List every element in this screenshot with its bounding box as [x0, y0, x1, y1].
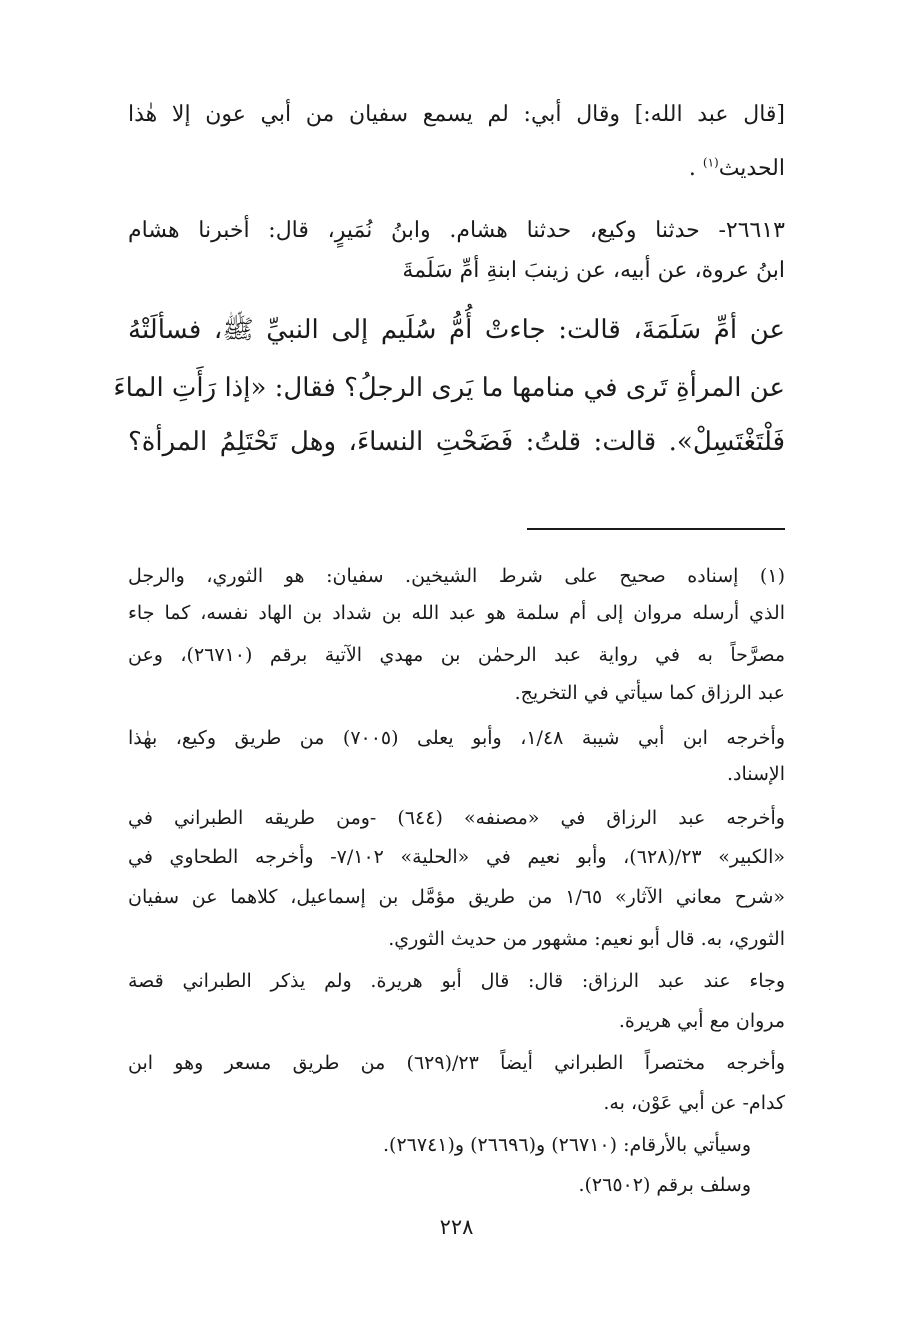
footnote-line-8: «الكبير» ٢٣/(٦٢٨)، وأبو نعيم في «الحلية» ٧/١٠٢- وأخرجه الطحاوي في [128, 846, 786, 868]
footnote-line-6: الإسناد. [726, 763, 785, 785]
hadith-text-line-2 [128, 154, 785, 184]
hadith-text-line-2-tail: . [688, 156, 696, 181]
matn-line-2: عن المرأةِ تَرى في منامها ما يَرى الرجلُ؟ فقال: «إذا رَأَتِ الماءَ [113, 373, 785, 403]
footnote-line-9: «شرح معاني الآثار» ١/٦٥ من طريق مؤمَّل بن إسماعيل، كلاهما عن سفيان [128, 886, 785, 908]
footnote-line-3: مصرَّحاً به في رواية عبد الرحمٰن بن مهدي الآتية برقم (٢٦٧١٠)، وعن [128, 644, 785, 666]
hadith-text-line-2-word: الحديث [718, 156, 785, 181]
footnote-marker: (١) [702, 155, 719, 170]
footnote-line-14: كدام- عن أبي عَوْن، به. [603, 1092, 785, 1114]
matn-line-1: عن أمِّ سَلَمَةَ، قالت: جاءتْ أُمُّ سُلَيم إلى النبيِّ ﷺ، فسألَتْهُ [128, 315, 785, 345]
footnote-line-13: وأخرجه مختصراً الطبراني أيضاً ٢٣/(٦٢٩) من طريق مسعر وهو ابن [128, 1052, 786, 1074]
page-number: ٢٢٨ [439, 1215, 474, 1239]
footnote-line-5: وأخرجه ابن أبي شيبة ١/٤٨، وأبو يعلى (٧٠٠٥) من طريق وكيع، بهٰذا [128, 727, 786, 749]
footnote-line-12: مروان مع أبي هريرة. [618, 1010, 785, 1032]
footnote-line-16: وسلف برقم (٢٦٥٠٢). [578, 1174, 751, 1196]
footnote-separator [527, 528, 785, 530]
matn-line-3: فَلْتَغْتَسِلْ». قالت: قلتُ: فَضَحْتِ النساءَ، وهل تَحْتَلِمُ المرأة؟ [128, 427, 785, 457]
footnote-line-4: عبد الرزاق كما سيأتي في التخريج. [514, 682, 785, 704]
footnote-line-10: الثوري، به. قال أبو نعيم: مشهور من حديث الثوري. [388, 928, 785, 950]
footnote-line-15: وسيأتي بالأرقام: (٢٦٧١٠) و(٢٦٦٩٦) و(٢٦٧٤١). [383, 1134, 751, 1156]
isnad-line-1: ٢٦٦١٣- حدثنا وكيع، حدثنا هشام. وابنُ نُمَيرٍ، قال: أخبرنا هشام [128, 218, 785, 243]
footnote-line-11: وجاء عند عبد الرزاق: قال: قال أبو هريرة. ولم يذكر الطبراني قصة [128, 970, 785, 992]
isnad-line-2: ابنُ عروة، عن أبيه، عن زينبَ ابنةِ أمِّ سَلَمةَ [402, 258, 785, 283]
footnote-line-1: (١) إسناده صحيح على شرط الشيخين. سفيان: هو الثوري، والرجل [128, 565, 785, 587]
footnote-line-7: وأخرجه عبد الرزاق في «مصنفه» (٦٤٤) -ومن طريقه الطبراني في [128, 807, 785, 829]
hadith-text-line-1: [قال عبد الله:] وقال أبي: لم يسمع سفيان من أبي عون إلا هٰذا [128, 102, 785, 127]
footnote-line-2: الذي أرسله مروان إلى أم سلمة هو عبد الله بن شداد بن الهاد نفسه، كما جاء [128, 602, 785, 624]
